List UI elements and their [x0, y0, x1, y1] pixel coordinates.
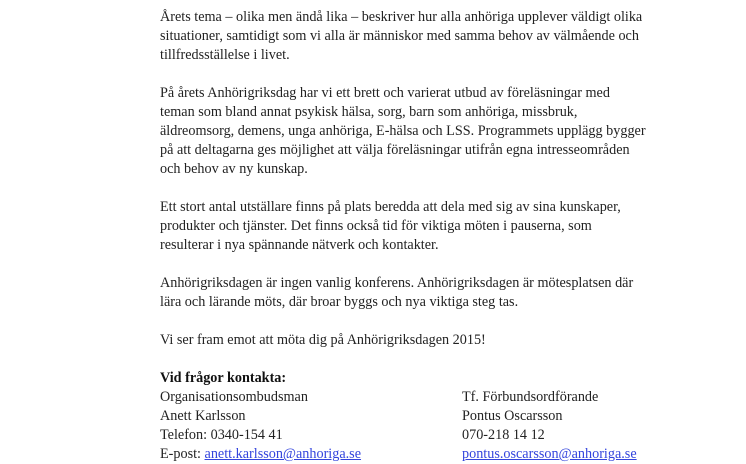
text-line: Vi ser fram emot att möta dig på Anhörigriksdagen 2015!	[160, 332, 486, 348]
paragraph-program	[160, 84, 720, 179]
email-label: E-post:	[160, 446, 205, 462]
contact-email-row	[160, 445, 361, 464]
text-line: teman som bland annat psykisk hälsa, sorg, barn som anhöriga, missbruk,	[160, 104, 578, 120]
contact-heading: Vid frågor kontakta:	[160, 370, 287, 386]
contact-phone: Telefon: 0340-154 41	[160, 427, 283, 443]
contact-role: Organisationsombudsman	[160, 389, 308, 405]
text-line: På årets Anhörigriksdag har vi ett brett och varierat utbud av föreläsningar med	[160, 85, 610, 101]
contact-role: Tf. Förbundsordförande	[462, 389, 599, 405]
text-line: produkter och tjänster. Det finns också tid för viktiga möten i pauserna, som	[160, 218, 592, 234]
contact-email-row	[462, 445, 637, 464]
text-line: Anhörigriksdagen är ingen vanlig konferens. Anhörigriksdagen är mötesplatsen där	[160, 275, 634, 291]
text-line: äldreomsorg, demens, unga anhöriga, E-hälsa och LSS. Programmets upplägg bygger	[160, 123, 646, 139]
text-line: Ett stort antal utställare finns på plats beredda att dela med sig av sina kunskaper,	[160, 199, 621, 215]
contact-name: Pontus Oscarsson	[462, 408, 563, 424]
text-line: och behov av ny kunskap.	[160, 161, 308, 177]
paragraph-welcome	[160, 331, 720, 350]
email-link[interactable]: pontus.oscarsson@anhoriga.se	[462, 446, 637, 462]
paragraph-exhibitors	[160, 198, 720, 255]
email-link[interactable]: anett.karlsson@anhoriga.se	[204, 446, 362, 462]
contact-phone: 070-218 14 12	[462, 427, 545, 443]
text-line: tillfredsställelse i livet.	[160, 47, 290, 63]
text-line: resulterar i nya spännande nätverk och kontakter.	[160, 237, 439, 253]
paragraph-conference	[160, 274, 720, 312]
paragraph-theme	[160, 8, 720, 65]
text-line: Årets tema – olika men ändå lika – beskriver hur alla anhöriga upplever väldigt olika	[160, 9, 643, 25]
contact-right	[462, 388, 637, 464]
contact-left	[160, 388, 361, 464]
text-line: lära och lärande möts, där broar byggs och nya viktiga steg tas.	[160, 294, 519, 310]
text-line: situationer, samtidigt som vi alla är människor med samma behov av välmående och	[160, 28, 639, 44]
text-line: på att deltagarna ges möjlighet att välja föreläsningar utifrån egna intresseområden	[160, 142, 630, 158]
contact-name: Anett Karlsson	[160, 408, 246, 424]
document-body	[160, 8, 720, 462]
